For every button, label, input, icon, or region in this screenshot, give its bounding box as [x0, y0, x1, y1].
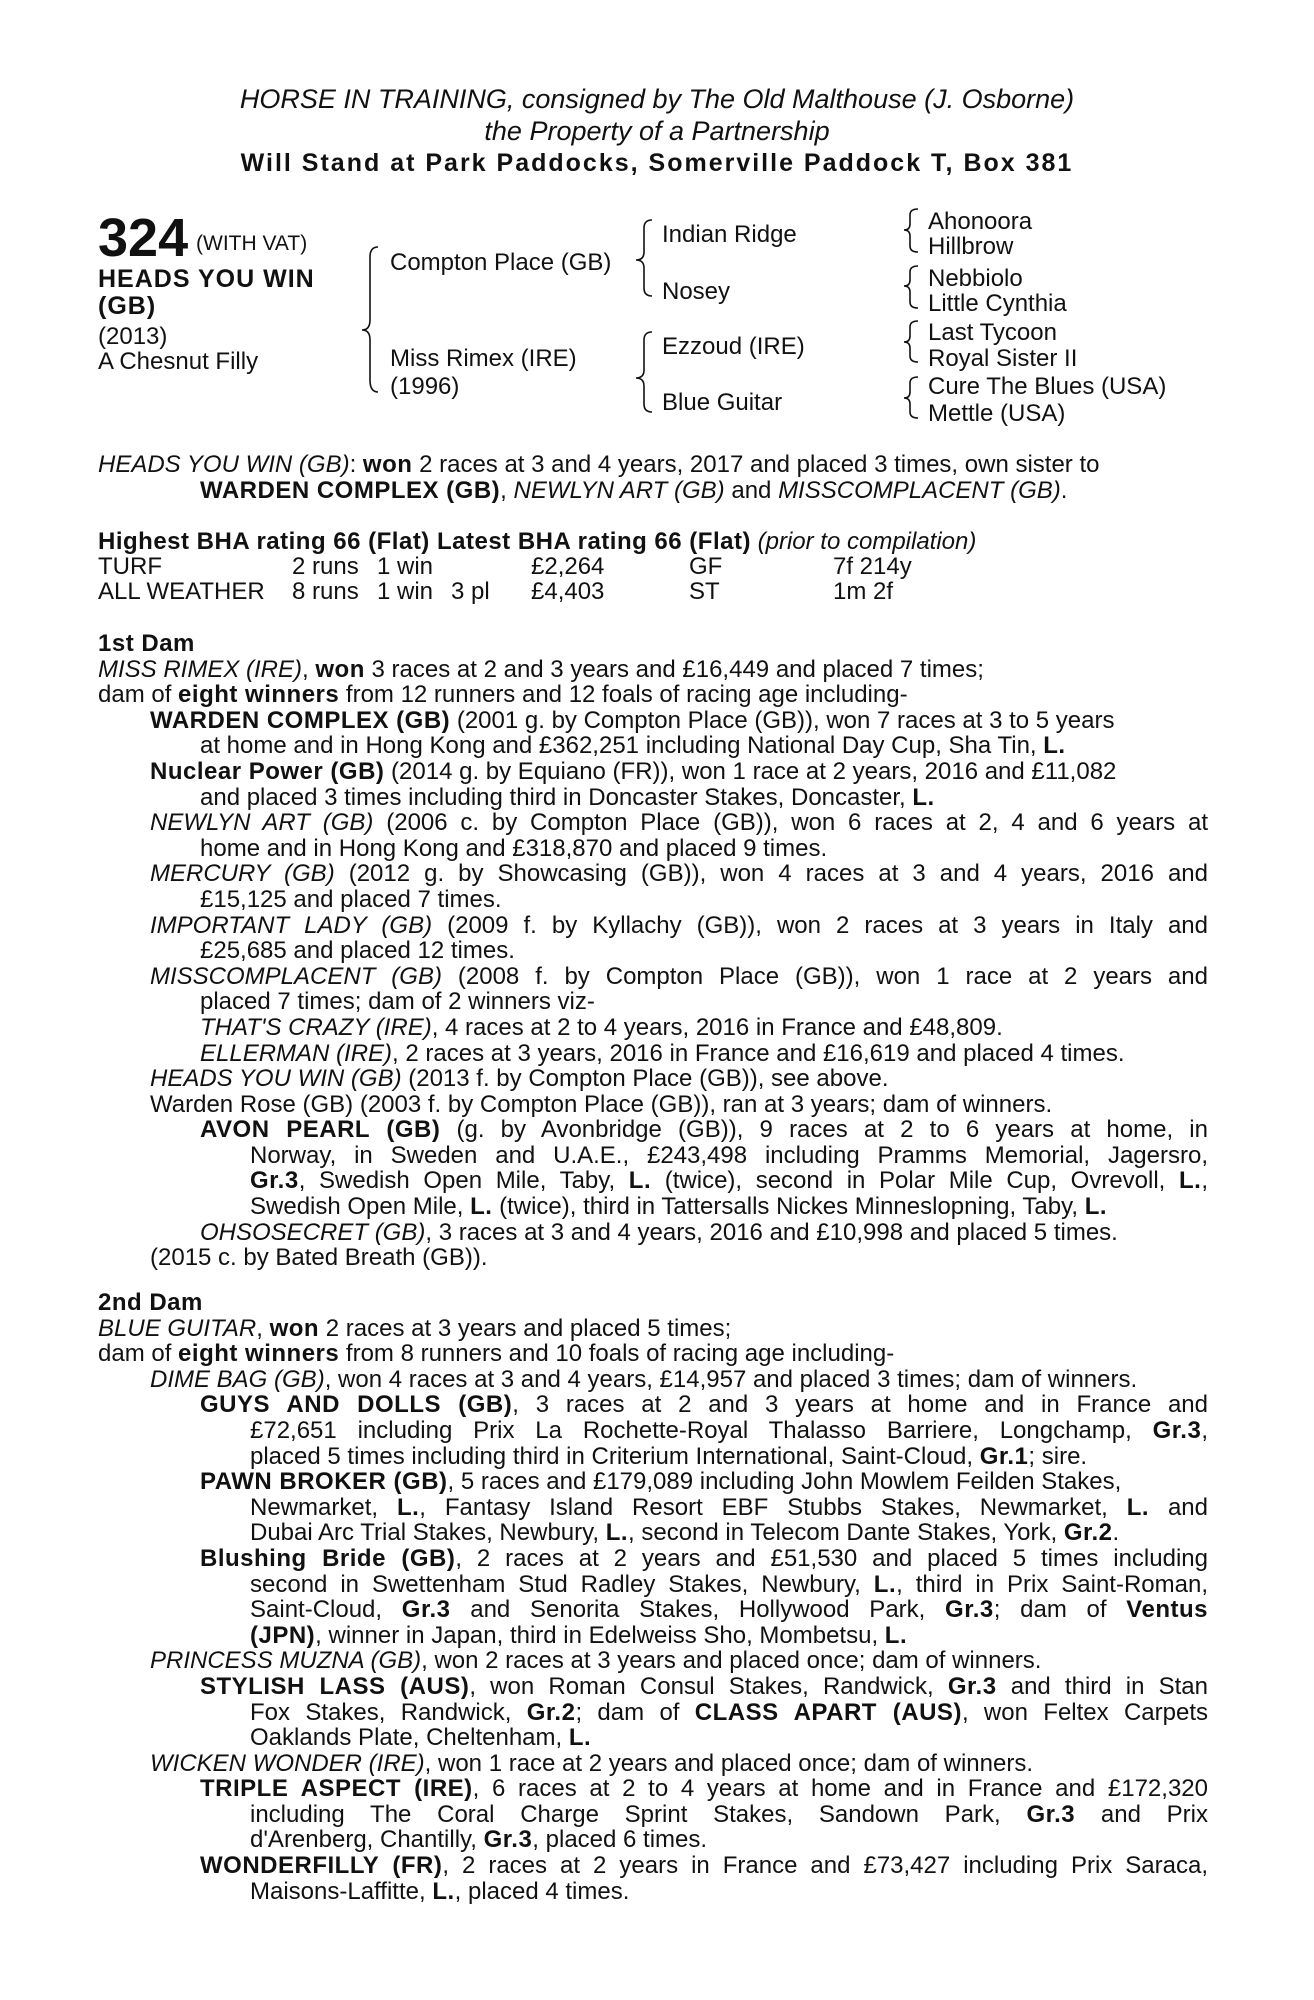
produce-line: Saint-Cloud, Gr.3 and Senorita Stakes, Hollywood Park, Gr.3; dam of Ventus: [250, 1596, 1208, 1624]
vat-note: (WITH VAT): [196, 232, 308, 255]
consignor-line: HORSE IN TRAINING, consigned by The Old Malthouse (J. Osborne): [239, 84, 1075, 114]
produce-line: Dubai Arc Trial Stakes, Newbury, L., second in Telecom Dante Stakes, York, Gr.2.: [250, 1519, 1120, 1547]
pedigree-ggd-3: Royal Sister II: [928, 345, 1078, 372]
produce-line: placed 5 times including third in Criterium International, Saint-Cloud, Gr.1; sire.: [250, 1442, 1088, 1470]
produce-line: IMPORTANT LADY (GB) (2009 f. by Kyllachy (GB)), won 2 races at 3 years in Italy and: [150, 911, 1208, 939]
pedigree-dam: Miss Rimex (IRE): [390, 345, 577, 372]
produce-line: Gr.3, Swedish Open Mile, Taby, L. (twice), second in Polar Mile Cup, Ovrevoll, L.,: [250, 1167, 1208, 1195]
produce-line: Maisons-Laffitte, L., placed 4 times.: [250, 1877, 630, 1905]
horse-name: HEADS YOU WIN: [98, 265, 315, 293]
pedigree-ggs-3: Last Tycoon: [928, 319, 1057, 346]
produce-line: Oaklands Plate, Cheltenham, L.: [250, 1724, 592, 1752]
produce-line: WONDERFILLY (FR), 2 races at 2 years in France and £73,427 including Prix Saraca,: [200, 1852, 1208, 1880]
pedigree-ggs-2: Nebbiolo: [928, 265, 1023, 292]
produce-line: at home and in Hong Kong and £362,251 including National Day Cup, Sha Tin, L.: [200, 732, 1066, 760]
placed-cell: [451, 554, 531, 579]
produce-line: PRINCESS MUZNA (GB), won 2 races at 3 years and placed once; dam of winners.: [150, 1647, 1042, 1675]
produce-line: MERCURY (GB) (2012 g. by Showcasing (GB)), won 4 races at 3 and 4 years, 2016 and: [150, 860, 1208, 888]
produce-line: WARDEN COMPLEX (GB) (2001 g. by Compton Place (GB)), won 7 races at 3 to 5 years: [150, 706, 1115, 734]
ownership-line: the Property of a Partnership: [484, 116, 830, 146]
rating-line: Highest BHA rating 66 (Flat) Latest BHA rating 66 (Flat) (prior to compilation): [98, 528, 977, 555]
dam-line: dam of eight winners from 8 runners and 10 foals of racing age including-: [98, 1340, 895, 1368]
pedigree-ggs-1: Ahonoora: [928, 208, 1033, 235]
produce-line: STYLISH LASS (AUS), won Roman Consul Stakes, Randwick, Gr.3 and third in Stan: [200, 1672, 1209, 1700]
table-row: [98, 579, 912, 604]
wins-cell: 1 win: [377, 553, 434, 580]
runs-cell: 8 runs: [292, 578, 359, 605]
distance-cell: 1m 2f: [833, 578, 894, 605]
earnings-cell: £2,264: [531, 553, 605, 580]
produce-line: GUYS AND DOLLS (GB), 3 races at 2 and 3 years at home and in France and: [200, 1391, 1209, 1419]
pedigree-sire-sire: Indian Ridge: [662, 221, 797, 248]
produce-line: (2015 c. by Bated Breath (GB)).: [150, 1244, 488, 1272]
dam-line: BLUE GUITAR, won 2 races at 3 years and placed 5 times;: [98, 1314, 732, 1342]
first-dam-section: [98, 631, 1208, 1271]
produce-line: NEWLYN ART (GB) (2006 c. by Compton Place (GB)), won 6 races at 2, 4 and 6 years at: [150, 809, 1209, 837]
horse-name-suffix: (GB): [98, 292, 157, 320]
produce-line: OHSOSECRET (GB), 3 races at 3 and 4 years, 2016 and £10,998 and placed 5 times.: [200, 1218, 1118, 1246]
wins-cell: 1 win: [377, 578, 434, 605]
produce-line: Nuclear Power (GB) (2014 g. by Equiano (FR)), won 1 race at 2 years, 2016 and £11,082: [150, 757, 1117, 785]
pedigree-sire: Compton Place (GB): [390, 249, 612, 276]
summary-line: HEADS YOU WIN (GB): won 2 races at 3 and 4 years, 2017 and placed 3 times, own sister to: [98, 451, 1100, 478]
produce-line: Fox Stakes, Randwick, Gr.2; dam of CLASS APART (AUS), won Feltex Carpets: [250, 1698, 1209, 1726]
summary-line: WARDEN COMPLEX (GB), NEWLYN ART (GB) and MISSCOMPLACENT (GB).: [200, 476, 1068, 504]
surface-cell: ALL WEATHER: [98, 578, 265, 605]
produce-line: including The Coral Charge Sprint Stakes, Sandown Park, Gr.3 and Prix: [250, 1800, 1208, 1828]
dam-line: MISS RIMEX (IRE), won 3 races at 2 and 3 years and £16,449 and placed 7 times;: [98, 655, 984, 683]
earnings-cell: £4,403: [531, 578, 605, 605]
distance-cell: 7f 214y: [833, 553, 912, 580]
horse-description: A Chesnut Filly: [98, 348, 259, 375]
produce-line: MISSCOMPLACENT (GB) (2008 f. by Compton Place (GB)), won 1 race at 2 years and: [150, 962, 1208, 990]
produce-line: ELLERMAN (IRE), 2 races at 3 years, 2016 in France and £16,619 and placed 4 times.: [200, 1039, 1125, 1067]
produce-line: DIME BAG (GB), won 4 races at 3 and 4 years, £14,957 and placed 3 times; dam of winners.: [150, 1365, 1138, 1393]
produce-line: Swedish Open Mile, L. (twice), third in Tattersalls Nickes Minneslopning, Taby, L.: [250, 1193, 1108, 1221]
produce-line: AVON PEARL (GB) (g. by Avonbridge (GB)), 9 races at 2 to 6 years at home, in: [200, 1116, 1208, 1144]
race-record-table: [98, 554, 912, 604]
produce-line: Newmarket, L., Fantasy Island Resort EBF Stubbs Stakes, Newmarket, L. and: [250, 1493, 1208, 1521]
going-cell: ST: [689, 578, 720, 605]
dam-line: dam of eight winners from 12 runners and 12 foals of racing age including-: [98, 681, 908, 709]
pedigree-dam-year: (1996): [390, 373, 460, 400]
produce-line: £15,125 and placed 7 times.: [200, 885, 502, 913]
produce-line: and placed 3 times including third in Doncaster Stakes, Doncaster, L.: [200, 783, 935, 811]
produce-line: Blushing Bride (GB), 2 races at 2 years and £51,530 and placed 5 times including: [200, 1544, 1208, 1572]
produce-line: £72,651 including Prix La Rochette-Royal Thalasso Barriere, Longchamp, Gr.3,: [250, 1416, 1208, 1444]
produce-line: PAWN BROKER (GB), 5 races and £179,089 including John Mowlem Feilden Stakes,: [200, 1468, 1122, 1496]
pedigree-dam-dam: Blue Guitar: [662, 389, 783, 416]
pedigree-ggd-1: Hillbrow: [928, 233, 1014, 260]
bha-rating: [98, 529, 1208, 555]
surface-cell: TURF: [98, 553, 162, 580]
produce-line: (JPN), winner in Japan, third in Edelweiss Sho, Mombetsu, L.: [250, 1621, 908, 1649]
produce-line: WICKEN WONDER (IRE), won 1 race at 2 years and placed once; dam of winners.: [150, 1749, 1033, 1777]
runs-cell: 2 runs: [292, 553, 359, 580]
section-heading: 1st Dam: [98, 630, 195, 657]
produce-line: TRIPLE ASPECT (IRE), 6 races at 2 to 4 years at home and in France and £172,320: [200, 1775, 1208, 1803]
going-cell: GF: [689, 553, 723, 580]
produce-line: £25,685 and placed 12 times.: [200, 937, 515, 965]
race-summary: [98, 452, 1208, 503]
produce-line: second in Swettenham Stud Radley Stakes, Newbury, L., third in Prix Saint-Roman,: [250, 1570, 1208, 1598]
pedigree-ggd-4: Mettle (USA): [928, 400, 1066, 427]
lot-number: 324: [98, 208, 189, 268]
second-dam-section: [98, 1290, 1208, 1904]
produce-line: home and in Hong Kong and £318,870 and placed 9 times.: [200, 834, 828, 862]
produce-line: Warden Rose (GB) (2003 f. by Compton Place (GB)), ran at 3 years; dam of winners.: [150, 1090, 1053, 1118]
produce-line: placed 7 times; dam of 2 winners viz-: [200, 988, 595, 1016]
section-heading: 2nd Dam: [98, 1289, 203, 1316]
produce-line: Norway, in Sweden and U.A.E., £243,498 including Pramms Memorial, Jagersro,: [250, 1141, 1208, 1169]
produce-line: THAT'S CRAZY (IRE), 4 races at 2 to 4 years, 2016 in France and £48,809.: [200, 1013, 1003, 1041]
pedigree-sire-dam: Nosey: [662, 278, 731, 305]
stand-location: Will Stand at Park Paddocks, Somerville Paddock T, Box 381: [240, 149, 1074, 177]
pedigree-dam-sire: Ezzoud (IRE): [662, 333, 805, 360]
placed-cell: 3 pl: [451, 578, 490, 605]
produce-line: d'Arenberg, Chantilly, Gr.3, placed 6 times.: [250, 1826, 708, 1854]
produce-line: HEADS YOU WIN (GB) (2013 f. by Compton Place (GB)), see above.: [150, 1065, 889, 1093]
pedigree-ggd-2: Little Cynthia: [928, 290, 1067, 317]
pedigree-ggs-4: Cure The Blues (USA): [928, 373, 1167, 400]
table-row: [98, 554, 912, 579]
foaling-year: (2013): [98, 323, 168, 350]
